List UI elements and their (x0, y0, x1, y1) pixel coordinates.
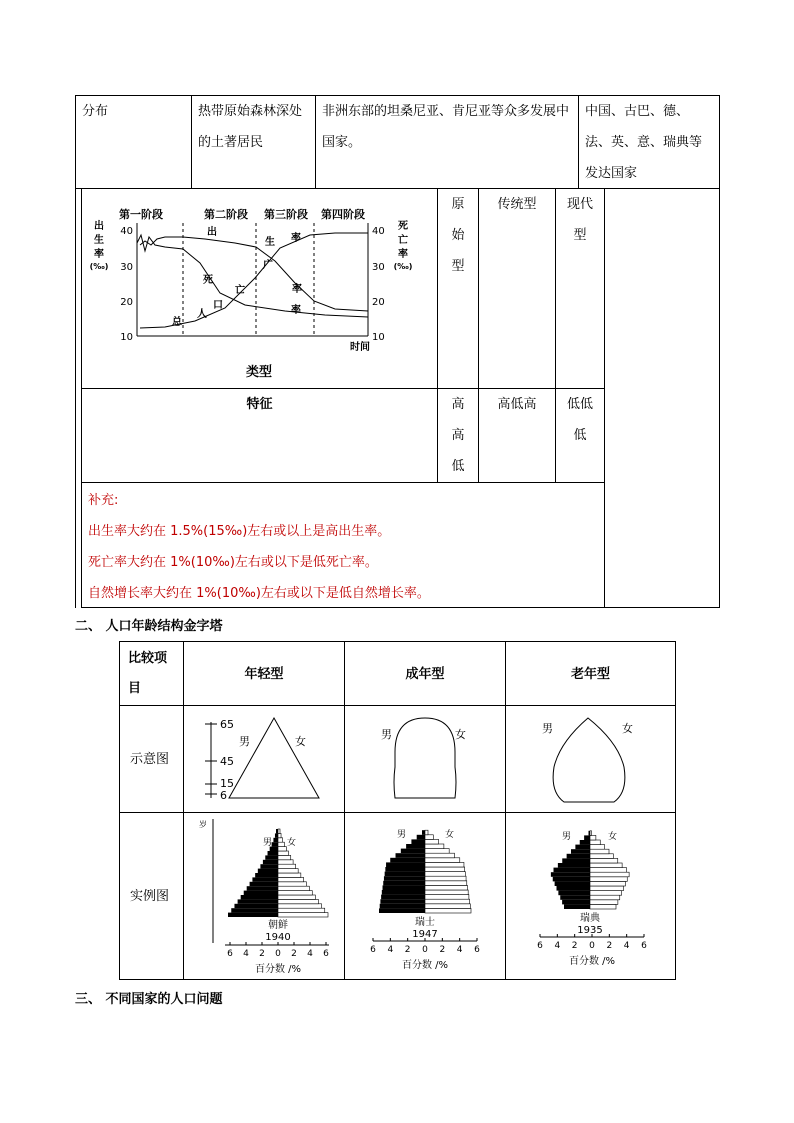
distribution-traditional: 非洲东部的坦桑尼亚、肯尼亚等众多发展中国家。 (322, 104, 570, 150)
table1-right-edge (719, 189, 720, 608)
female-bar (278, 891, 312, 895)
left-axis-char-2: 生 (94, 235, 104, 246)
schematic-tick-45: 45 (220, 755, 234, 768)
young-triangle-shape (229, 718, 319, 798)
female-bar (425, 858, 460, 863)
mature-dome-shape (394, 718, 456, 798)
swiss-axis-label: 百分数 /% (401, 960, 449, 971)
right-tick-10: 10 (372, 332, 385, 343)
female-bar (278, 899, 318, 903)
male-bar (272, 842, 278, 846)
female-bar (278, 873, 301, 877)
right-axis-unit: (‰) (393, 262, 413, 271)
right-axis-char-3: 率 (398, 249, 408, 260)
male-bar (250, 882, 278, 886)
male-bar (275, 833, 278, 837)
female-bar (278, 860, 293, 864)
male-bar (555, 881, 590, 886)
old-schematic-diagram (520, 712, 660, 808)
male-bar (383, 885, 425, 890)
male-bar (228, 913, 278, 917)
stage-4-label: 第四阶段 (321, 208, 365, 221)
male-bar (390, 858, 425, 863)
age-unit-label: 岁 (199, 820, 207, 829)
female-bar (425, 853, 454, 858)
time-axis-label: 时间 (350, 342, 370, 353)
female-bar (590, 895, 620, 900)
male-bar (575, 845, 590, 850)
female-bar (590, 849, 609, 854)
feature-modern: 低低低 (566, 397, 593, 443)
mature-type-header: 成年型 (405, 667, 445, 682)
young-female-label: 女 (295, 735, 306, 748)
korea-axis-tick: 0 (275, 949, 281, 959)
compare-item-header: 比较项目 (128, 651, 168, 696)
young-type-header: 年轻型 (244, 667, 284, 682)
schematic-tick-15: 15 (220, 777, 234, 790)
female-bar (278, 908, 325, 912)
feature-traditional: 高低高 (497, 397, 537, 412)
female-bar (278, 864, 296, 868)
female-bar (590, 868, 627, 873)
right-axis-char-1: 死 (398, 221, 408, 232)
korea-country-label: 朝鲜 (268, 920, 288, 931)
swiss-axis-tick: 4 (387, 945, 394, 955)
swiss-axis-tick: 2 (439, 945, 446, 955)
supplement-line-death: 死亡率大约在 1%(10‰)左右或以下是低死亡率。 (88, 555, 378, 570)
birth-rate-label: 出 (207, 227, 217, 238)
female-bar (278, 829, 280, 833)
female-bar (590, 881, 625, 886)
korea-axis-label: 百分数 /% (254, 964, 302, 975)
left-tick-20: 20 (120, 297, 133, 308)
male-bar (406, 844, 425, 849)
death-rate-line (137, 235, 368, 317)
left-axis-unit: (‰) (89, 262, 109, 271)
table1-left-edge (75, 189, 76, 608)
male-bar (268, 851, 278, 855)
left-axis-char-1: 出 (94, 221, 104, 232)
male-bar (265, 855, 278, 859)
female-bar (425, 872, 465, 877)
female-bar (425, 885, 467, 890)
male-bar (384, 876, 425, 881)
example-row-label: 实例图 (130, 889, 170, 904)
female-bar (278, 838, 283, 842)
female-bar (590, 840, 600, 845)
sweden-pyramid-bars (551, 831, 629, 909)
sweden-year-label: 1935 (577, 925, 603, 936)
female-bar (425, 835, 433, 840)
male-bar (260, 864, 278, 868)
female-bar (425, 862, 464, 867)
left-axis-char-3: 率 (94, 249, 104, 260)
pyramid-header-old-cell (505, 641, 676, 706)
table1-row-feature-primitive-cell (437, 389, 478, 483)
male-bar (238, 899, 278, 903)
old-bell-shape (553, 718, 625, 802)
swiss-axis-tick: 6 (474, 945, 480, 955)
female-bar (425, 830, 428, 835)
male-bar (417, 835, 425, 840)
table1-row-feature-traditional-cell (478, 389, 555, 483)
female-bar (590, 835, 596, 840)
death-rate-label-1: 死 (203, 275, 213, 286)
left-tick-40: 40 (120, 226, 133, 237)
female-bar (425, 895, 469, 900)
male-bar (380, 899, 425, 904)
female-bar (425, 844, 444, 849)
table1-supplement-cell (81, 483, 605, 608)
feature-primitive: 高高低 (451, 397, 465, 474)
left-tick-30: 30 (120, 262, 133, 273)
table1-row-distribution-traditional-cell (315, 95, 578, 189)
population-label-3: 口 (213, 300, 223, 311)
distribution-modern: 中国、古巴、德、法、英、意、瑞典等发达国家 (585, 104, 703, 181)
female-bar (425, 908, 471, 913)
female-bar (590, 831, 592, 836)
table1-row-type-primitive-cell (437, 189, 478, 389)
death-rate-label-2: 亡 (235, 285, 245, 296)
female-bar (278, 895, 315, 899)
female-bar (278, 869, 298, 873)
type-label: 类型 (245, 365, 272, 380)
female-bar (590, 877, 627, 882)
supplement-line-birth: 出生率大约在 1.5%(15‰)左右或以上是高出生率。 (88, 524, 391, 539)
male-bar (401, 849, 425, 854)
death-rate-end-label: 率 (291, 305, 301, 316)
male-bar (263, 860, 278, 864)
table1-row-type-modern-cell (555, 189, 605, 389)
male-bar (551, 872, 590, 877)
table1-row-feature-modern-cell (555, 389, 605, 483)
korea-axis-tick: 4 (243, 949, 249, 959)
korea-1940-pyramid (195, 815, 340, 977)
table1-bottom-right-edge (605, 607, 720, 608)
table1-row-distribution-label-cell (75, 95, 191, 189)
female-bar (425, 881, 467, 886)
female-bar (425, 899, 470, 904)
male-bar (562, 900, 590, 905)
female-bar (590, 891, 622, 896)
female-bar (590, 858, 618, 863)
sweden-axis-tick: 4 (623, 941, 630, 951)
korea-axis-tick: 2 (259, 949, 265, 959)
schematic-label-cell (119, 706, 183, 813)
male-bar (567, 854, 590, 859)
feature-label: 特征 (246, 397, 273, 412)
female-bar (278, 851, 288, 855)
female-bar (590, 886, 624, 891)
sweden-axis-tick: 4 (554, 941, 561, 951)
sweden-1935-pyramid (520, 815, 665, 977)
table1-row-feature-label-cell (81, 389, 437, 483)
growth-label-1: 率 (292, 284, 302, 295)
population-label-2: 人 (197, 309, 207, 320)
male-bar (562, 858, 590, 863)
female-bar (590, 845, 605, 850)
type-modern: 现代型 (566, 197, 593, 243)
section2-heading: 二、 人口年龄结构金字塔 (75, 619, 223, 634)
male-bar (381, 895, 425, 900)
swiss-axis-tick: 6 (370, 945, 376, 955)
sweden-female-label: 女 (608, 832, 618, 842)
swiss-axis-tick: 0 (422, 945, 428, 955)
male-bar (379, 908, 425, 913)
male-bar (255, 873, 278, 877)
type-primitive: 原始型 (451, 197, 465, 274)
schematic-tick-65: 65 (220, 718, 234, 731)
male-bar (557, 886, 591, 891)
male-bar (411, 839, 425, 844)
male-bar (252, 877, 278, 881)
female-bar (590, 904, 616, 909)
swiss-year-label: 1947 (412, 929, 438, 940)
female-bar (278, 847, 286, 851)
pyramid-header-compare-cell (119, 641, 183, 706)
female-bar (278, 833, 281, 837)
male-bar (231, 908, 278, 912)
table1-row-distribution-primitive-cell (191, 95, 315, 189)
sweden-axis-tick: 6 (537, 941, 543, 951)
female-bar (590, 854, 613, 859)
male-bar (258, 869, 278, 873)
swiss-female-label: 女 (445, 830, 455, 840)
korea-pyramid-bars (228, 829, 328, 917)
female-bar (278, 882, 306, 886)
sweden-male-label: 男 (562, 832, 572, 842)
distribution-label: 分布 (82, 104, 109, 119)
female-bar (425, 867, 465, 872)
korea-axis-tick: 4 (307, 949, 313, 959)
male-bar (584, 835, 590, 840)
sweden-axis-tick: 2 (606, 941, 613, 951)
female-bar (590, 863, 622, 868)
swiss-axis-tick: 4 (456, 945, 463, 955)
young-male-label: 男 (239, 735, 250, 748)
female-bar (278, 842, 284, 846)
male-bar (571, 849, 590, 854)
birth-rate-label-2: 生 (265, 237, 275, 248)
female-bar (425, 904, 470, 909)
swiss-axis-tick: 2 (404, 945, 411, 955)
male-bar (385, 872, 425, 877)
female-bar (278, 913, 328, 917)
sweden-axis-tick: 6 (641, 941, 647, 951)
right-tick-40: 40 (372, 226, 385, 237)
population-label-4: 广 (263, 260, 273, 271)
type-traditional: 传统型 (497, 197, 537, 212)
male-bar (234, 904, 278, 908)
sweden-axis-tick: 0 (589, 941, 595, 951)
stage-3-label: 第三阶段 (264, 208, 308, 221)
schematic-row-label: 示意图 (130, 752, 170, 767)
female-bar (590, 872, 629, 877)
right-axis-char-2: 亡 (398, 235, 408, 246)
male-bar (553, 877, 590, 882)
section3-heading: 三、 不同国家的人口问题 (75, 992, 223, 1007)
pyramid-header-mature-cell (344, 641, 505, 706)
male-bar (385, 867, 425, 872)
stage-2-label: 第二阶段 (204, 208, 248, 221)
table1-row-type-traditional-cell (478, 189, 555, 389)
male-bar (273, 838, 278, 842)
sweden-axis-tick: 2 (571, 941, 578, 951)
male-bar (580, 840, 590, 845)
male-bar (422, 830, 425, 835)
female-bar (278, 904, 322, 908)
table1-row-distribution-modern-cell (578, 95, 720, 189)
demographic-transition-chart (85, 193, 435, 358)
korea-axis-tick: 6 (227, 949, 233, 959)
schematic-tick-6: 6 (220, 789, 227, 802)
supplement-title: 补充: (88, 493, 119, 508)
korea-axis-tick: 2 (291, 949, 297, 959)
male-bar (244, 891, 278, 895)
mature-female-label: 女 (455, 728, 466, 741)
female-bar (425, 839, 439, 844)
example-label-cell (119, 813, 183, 980)
left-tick-10: 10 (120, 332, 133, 343)
male-bar (396, 853, 425, 858)
korea-axis-tick: 6 (323, 949, 329, 959)
right-tick-20: 20 (372, 297, 385, 308)
female-bar (278, 886, 309, 890)
korea-year-label: 1940 (265, 932, 291, 943)
female-bar (425, 876, 466, 881)
swiss-country-label: 瑞士 (415, 917, 435, 928)
female-bar (278, 877, 304, 881)
switzerland-pyramid-bars (379, 830, 471, 913)
male-bar (383, 881, 425, 886)
female-bar (278, 855, 291, 859)
swiss-male-label: 男 (397, 830, 407, 840)
male-bar (560, 895, 590, 900)
birth-rate-label-3: 率 (291, 233, 301, 244)
mature-schematic-diagram (355, 712, 495, 808)
total-population-line (140, 233, 368, 328)
old-female-label: 女 (622, 722, 633, 735)
male-bar (382, 890, 425, 895)
mature-male-label: 男 (381, 728, 392, 741)
male-bar (386, 862, 425, 867)
sweden-country-label: 瑞典 (580, 913, 600, 924)
pyramid-header-young-cell (183, 641, 344, 706)
supplement-line-growth: 自然增长率大约在 1%(10‰)左右或以下是低自然增长率。 (88, 586, 430, 601)
sweden-axis-label: 百分数 /% (568, 956, 616, 967)
male-bar (247, 886, 278, 890)
female-bar (590, 900, 618, 905)
old-type-header: 老年型 (570, 667, 610, 682)
population-label-1: 总 (172, 317, 182, 328)
korea-male-label: 男 (263, 838, 273, 848)
male-bar (558, 863, 590, 868)
old-male-label: 男 (542, 722, 553, 735)
male-bar (241, 895, 278, 899)
stage-1-label: 第一阶段 (119, 208, 163, 221)
female-bar (425, 849, 449, 854)
female-bar (425, 890, 468, 895)
korea-female-label: 女 (287, 838, 297, 848)
male-bar (380, 904, 425, 909)
distribution-primitive: 热带原始森林深处的土著居民 (198, 104, 303, 150)
switzerland-1947-pyramid (355, 815, 500, 977)
male-bar (554, 868, 591, 873)
male-bar (558, 891, 590, 896)
young-schematic-diagram (195, 712, 335, 808)
male-bar (564, 904, 590, 909)
right-tick-30: 30 (372, 262, 385, 273)
